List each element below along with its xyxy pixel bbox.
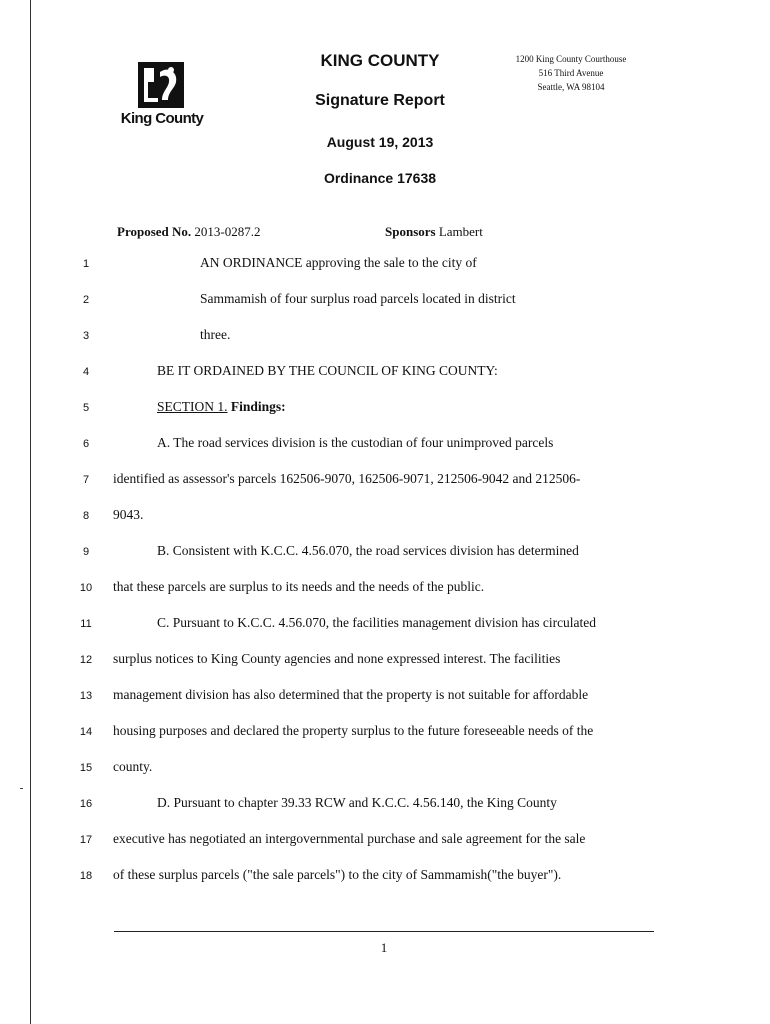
sponsors [385,224,483,240]
body-line: management division has also determined that the property is not suitable for affordable [113,687,589,702]
section-heading [157,399,286,415]
body-line: that these parcels are surplus to its needs and the needs of the public. [113,579,485,594]
body-line: 9043. [113,507,144,522]
line-number: 7 [82,474,90,486]
address-line: 1200 King County Courthouse [515,54,627,64]
header-ordinance-number: Ordinance 17638 [323,170,437,186]
body-line: county. [113,759,153,774]
line-number: 6 [82,438,90,450]
king-county-logo-icon [138,62,184,108]
line-number: 15 [79,762,93,774]
body-line: D. Pursuant to chapter 39.33 RCW and K.C.C. 4.56.140, the King County [157,795,557,810]
sponsors-label: Sponsors [385,224,436,239]
body-line: of these surplus parcels ("the sale parcels") to the city of Sammamish("the buyer"). [113,867,562,882]
ordinance-title-line: Sammamish of four surplus road parcels located in district [200,291,516,306]
line-number: 17 [79,834,93,846]
body-line: housing purposes and declared the property surplus to the future foreseeable needs of the [113,723,594,738]
header-report-title: Signature Report [315,92,445,109]
proposed-label: Proposed No. [117,224,192,239]
body-line: B. Consistent with K.C.C. 4.56.070, the road services division has determined [157,543,579,558]
body-line: executive has negotiated an intergovernmental purchase and sale agreement for the sale [113,831,586,846]
section-title: Findings: [230,399,286,414]
section-number: SECTION 1. [157,399,228,414]
body-line: A. The road services division is the custodian of four unimproved parcels [157,435,554,450]
header-county: KING COUNTY [320,51,440,70]
line-number: 8 [82,510,90,522]
header-date: August 19, 2013 [326,134,434,150]
logo-text: King County [120,110,204,127]
line-number: 1 [82,258,90,270]
enacting-clause: BE IT ORDAINED BY THE COUNCIL OF KING COUNTY: [157,363,498,378]
page-number: 1 [380,940,388,955]
body-line: identified as assessor's parcels 162506-9070, 162506-9071, 212506-9042 and 212506- [113,471,581,486]
line-number: 9 [82,546,90,558]
line-number: 16 [79,798,93,810]
body-line: C. Pursuant to K.C.C. 4.56.070, the facilities management division has circulated [157,615,597,630]
left-margin-rule [30,0,31,1024]
footer-rule [114,931,654,932]
proposed-number [117,224,261,240]
line-number: 18 [79,870,93,882]
king-county-logo [112,62,212,132]
ordinance-title-line: three. [200,327,231,342]
margin-mark [20,788,23,789]
line-number: 5 [82,402,90,414]
address-line: 516 Third Avenue [538,68,604,78]
ordinance-title-line: AN ORDINANCE approving the sale to the city of [200,255,477,270]
line-number: 4 [82,366,90,378]
address-block [496,52,646,94]
line-number: 11 [80,618,92,630]
sponsors-value: Lambert [438,224,483,239]
line-number: 13 [79,690,93,702]
line-number: 10 [79,582,93,594]
line-number: 12 [79,654,93,666]
address-line: Seattle, WA 98104 [537,82,605,92]
proposed-value: 2013-0287.2 [194,224,261,239]
line-number: 3 [82,330,90,342]
body-line: surplus notices to King County agencies and none expressed interest. The facilities [113,651,561,666]
line-number: 14 [79,726,93,738]
line-number: 2 [82,294,90,306]
